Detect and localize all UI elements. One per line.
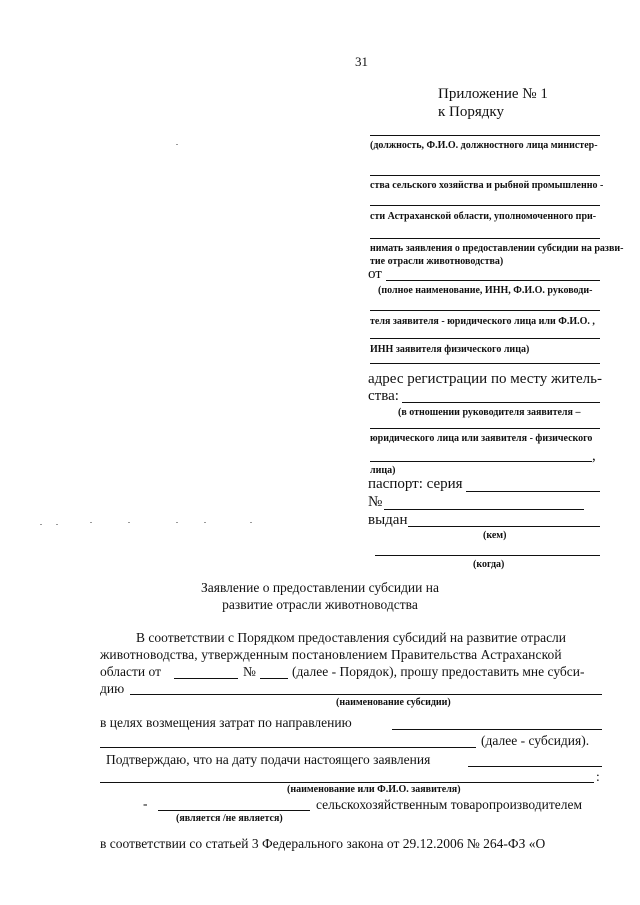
scan-speck xyxy=(204,522,206,523)
para1-line-3b: № xyxy=(243,664,256,679)
scan-speck xyxy=(90,522,92,523)
official-caption-4: нимать заявления о предоставлении субсидии на разви- xyxy=(370,243,624,254)
para2-line-2: (далее - субсидия). xyxy=(481,733,590,748)
is-line xyxy=(158,810,310,811)
address-line-1 xyxy=(402,402,600,403)
para1-line-1: В соответствии с Порядком предоставления субсидий на развитие отрасли xyxy=(136,630,567,645)
passport-series-line xyxy=(466,491,600,492)
scan-speck xyxy=(128,522,130,523)
appendix-subtitle: к Порядку xyxy=(438,104,504,120)
official-caption-3: сти Астраханской области, уполномоченного при- xyxy=(370,211,597,222)
para1-line-2: животноводства, утвержденным постановлением Правительства Астраханской xyxy=(100,647,562,662)
applicant-caption-1: (полное наименование, ИНН, Ф.И.О. руководи- xyxy=(378,285,593,296)
issued-when-caption: (когда) xyxy=(473,559,505,570)
from-label: от xyxy=(368,266,382,282)
applicant-line-1 xyxy=(386,280,600,281)
subsidy-name-line xyxy=(130,694,602,695)
address-line-2 xyxy=(370,428,600,429)
applicant-line-4 xyxy=(370,363,600,364)
address-label-1: адрес регистрации по месту житель- xyxy=(368,371,602,387)
applicant-name-caption: (наименование или Ф.И.О. заявителя) xyxy=(287,784,461,795)
official-caption-2: ства сельского хозяйства и рыбной промышленно - xyxy=(370,180,604,191)
official-caption-1: (должность, Ф.И.О. должностного лица министер- xyxy=(370,140,598,151)
official-caption-5: тие отрасли животноводства) xyxy=(370,256,504,267)
document-title-line-2: развитие отрасли животноводства xyxy=(222,597,418,612)
issued-when-line xyxy=(375,555,600,556)
para1-line-4: дию xyxy=(100,681,125,696)
direction-line-1 xyxy=(392,729,602,730)
applicant-caption-2: теля заявителя - юридического лица или Ф.И.О. , xyxy=(370,316,595,327)
applicant-name-line xyxy=(100,782,594,783)
para3-colon: : xyxy=(596,769,600,784)
scan-speck xyxy=(176,522,178,523)
passport-number-label: № xyxy=(368,494,383,510)
official-line-1 xyxy=(370,135,600,136)
applicant-line-2 xyxy=(370,310,600,311)
address-line-3 xyxy=(370,461,592,462)
scan-speck xyxy=(176,144,178,145)
number-blank xyxy=(260,678,288,679)
address-comma: , xyxy=(592,448,596,464)
passport-number-line xyxy=(384,509,584,510)
is-caption: (является /не является) xyxy=(176,813,283,824)
address-label-2: ства: xyxy=(368,388,399,404)
official-line-2 xyxy=(370,175,600,176)
address-caption-2: юридического лица или заявителя - физического xyxy=(370,433,593,444)
address-caption-3: лица) xyxy=(370,465,396,476)
appendix-title: Приложение № 1 xyxy=(438,86,548,102)
direction-line-2 xyxy=(100,747,476,748)
para1-line-3c: (далее - Порядок), прошу предоставить мне субси- xyxy=(292,664,585,679)
applicant-caption-3: ИНН заявителя физического лица) xyxy=(370,344,530,355)
date-blank xyxy=(174,678,238,679)
scan-speck xyxy=(56,524,58,525)
scan-speck xyxy=(40,524,42,525)
para2-line-1: в целях возмещения затрат по направлению xyxy=(100,715,352,730)
para3-line-1: Подтверждаю, что на дату подачи настоящего заявления xyxy=(106,752,431,767)
para4-text: сельскохозяйственным товаропроизводителем xyxy=(316,797,583,812)
para1-line-3a: области от xyxy=(100,664,161,679)
official-line-4 xyxy=(370,238,600,239)
issued-label: выдан xyxy=(368,512,408,528)
official-line-3 xyxy=(370,205,600,206)
issued-by-caption: (кем) xyxy=(483,530,507,541)
subsidy-caption: (наименование субсидии) xyxy=(336,697,451,708)
address-caption-1: (в отношении руководителя заявителя – xyxy=(398,407,581,418)
scan-speck xyxy=(250,522,252,523)
confirm-line-1 xyxy=(468,766,602,767)
para4-dash: - xyxy=(143,796,148,811)
para5-line-1: в соответствии со статьей 3 Федерального закона от 29.12.2006 № 264-ФЗ «О xyxy=(100,836,546,851)
issued-by-line xyxy=(408,526,600,527)
page-number: 31 xyxy=(355,54,368,69)
passport-label: паспорт: серия xyxy=(368,476,463,492)
document-title-line-1: Заявление о предоставлении субсидии на xyxy=(201,580,439,595)
applicant-line-3 xyxy=(370,338,600,339)
